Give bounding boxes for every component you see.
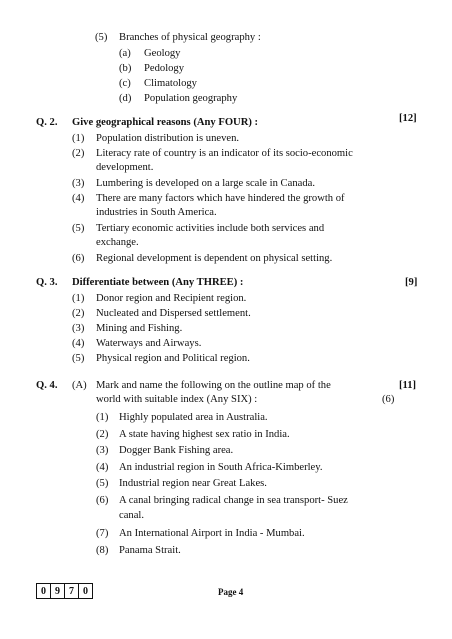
question-heading: Mark and name the following on the outline map of the	[96, 380, 331, 391]
map-item: A canal bringing radical change in sea transport- Suez	[119, 495, 348, 506]
item-number: (4)	[72, 193, 85, 204]
question-number: Q. 4.	[36, 380, 58, 391]
question-part: (A)	[72, 380, 87, 391]
differentiate-item: Physical region and Political region.	[96, 353, 250, 364]
item-number: (5)	[95, 32, 108, 43]
item-number: (4)	[96, 462, 109, 473]
branch-letter: (b)	[119, 63, 132, 74]
map-item: An industrial region in South Africa-Kimberley.	[119, 462, 323, 473]
question-marks: [11]	[399, 380, 417, 391]
map-item: An International Airport in India - Mumbai.	[119, 528, 305, 539]
map-item-cont: canal.	[119, 510, 144, 521]
reason-item-cont: development.	[96, 162, 154, 173]
item-number: (1)	[72, 133, 85, 144]
item-number: (7)	[96, 528, 109, 539]
item-number: (6)	[72, 253, 85, 264]
item-number: (5)	[72, 223, 85, 234]
item-number: (2)	[72, 308, 85, 319]
reason-item: There are many factors which have hindered the growth of	[96, 193, 345, 204]
branch-item: Geology	[144, 48, 181, 59]
differentiate-item: Nucleated and Dispersed settlement.	[96, 308, 251, 319]
branch-letter: (d)	[119, 93, 132, 104]
item-number: (3)	[72, 178, 85, 189]
reason-item: Regional development is dependent on physical setting.	[96, 253, 333, 264]
reason-item-cont: industries in South America.	[96, 207, 217, 218]
branch-letter: (a)	[119, 48, 131, 59]
item-number: (3)	[72, 323, 85, 334]
item-number: (2)	[96, 429, 109, 440]
map-item: Dogger Bank Fishing area.	[119, 445, 234, 456]
item-number: (2)	[72, 148, 85, 159]
sub-marks: (6)	[382, 394, 395, 405]
question-number: Q. 3.	[36, 277, 58, 288]
paper-code	[36, 583, 93, 599]
map-item: Panama Strait.	[119, 545, 181, 556]
question-heading: Give geographical reasons (Any FOUR) :	[72, 117, 259, 128]
item-number: (5)	[72, 353, 85, 364]
reason-item: Literacy rate of country is an indicator of its socio-economic	[96, 148, 353, 159]
question-marks: [12]	[399, 113, 417, 124]
map-item: Highly populated area in Australia.	[119, 412, 268, 423]
item-number: (1)	[72, 293, 85, 304]
question-heading-cont: world with suitable index (Any SIX) :	[96, 394, 258, 405]
item-number: (1)	[96, 412, 109, 423]
item-number: (3)	[96, 445, 109, 456]
question-number: Q. 2.	[36, 117, 58, 128]
item-number: (6)	[96, 495, 109, 506]
question-marks: [9]	[405, 277, 418, 288]
reason-item: Population distribution is uneven.	[96, 133, 240, 144]
map-item: Industrial region near Great Lakes.	[119, 478, 267, 489]
item-number: (8)	[96, 545, 109, 556]
branch-letter: (c)	[119, 78, 131, 89]
map-item: A state having highest sex ratio in India.	[119, 429, 290, 440]
branch-item: Pedology	[144, 63, 185, 74]
question-heading: Differentiate between (Any THREE) :	[72, 277, 244, 288]
differentiate-item: Mining and Fishing.	[96, 323, 183, 334]
branch-item: Population geography	[144, 93, 238, 104]
code-digit: 0	[83, 585, 88, 597]
code-digit: 7	[65, 584, 79, 598]
item-number: (5)	[96, 478, 109, 489]
reason-item: Tertiary economic activities include both services and	[96, 223, 325, 234]
differentiate-item: Waterways and Airways.	[96, 338, 202, 349]
branch-item: Climatology	[144, 78, 197, 89]
code-digit: 0	[37, 584, 51, 598]
branches-title: Branches of physical geography :	[119, 32, 261, 43]
reason-item: Lumbering is developed on a large scale in Canada.	[96, 178, 315, 189]
page-number: Page 4	[218, 587, 244, 597]
differentiate-item: Donor region and Recipient region.	[96, 293, 247, 304]
code-digit: 9	[51, 584, 65, 598]
reason-item-cont: exchange.	[96, 237, 139, 248]
item-number: (4)	[72, 338, 85, 349]
